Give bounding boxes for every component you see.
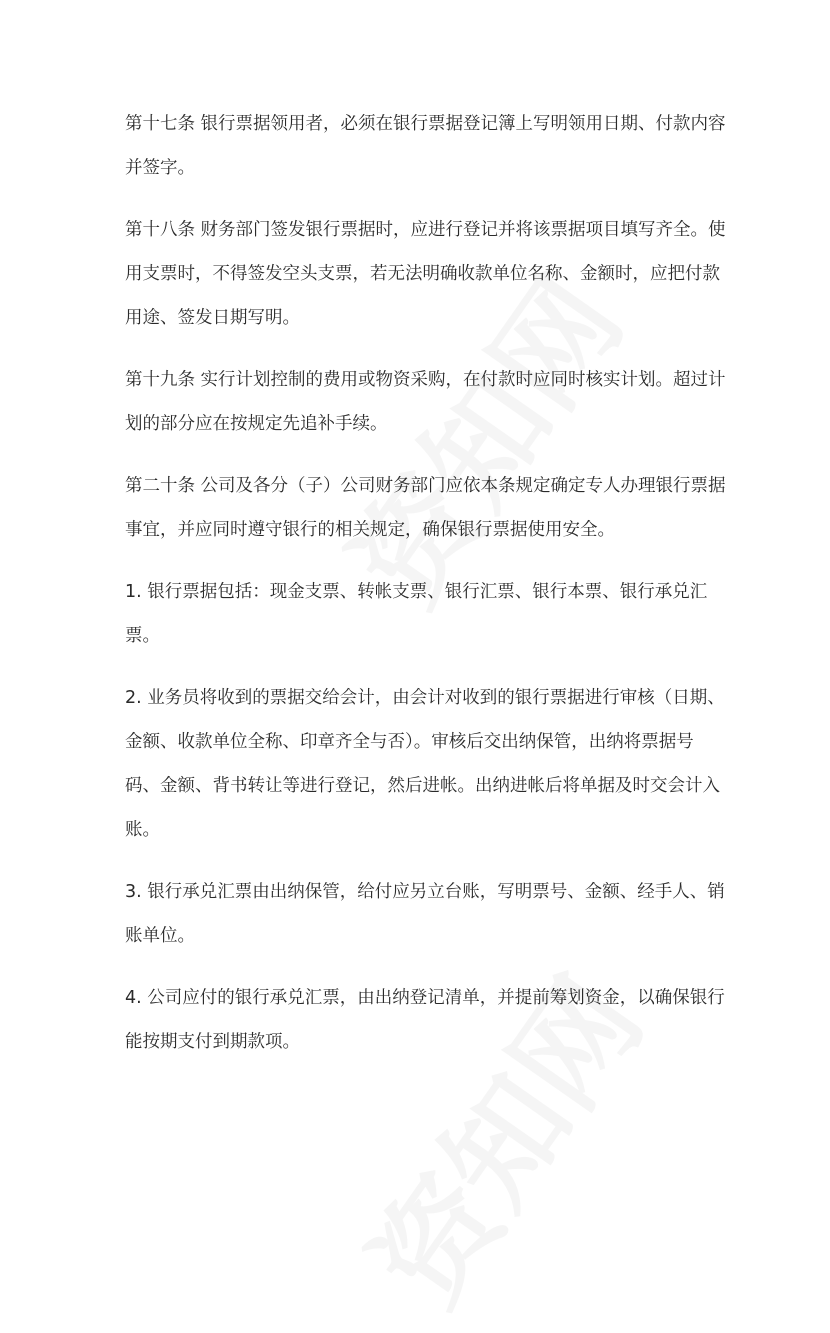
text-line: 账。 <box>125 820 160 840</box>
text-line: 码、金额、背书转让等进行登记，然后进帐。出纳进帐后将单据及时交会计入 <box>125 776 720 796</box>
text-line: 用途、签发日期写明。 <box>125 308 300 328</box>
text-line: 第十九条 实行计划控制的费用或物资采购，在付款时应同时核实计划。超过计 <box>125 370 726 390</box>
text-line: 第十七条 银行票据领用者，必须在银行票据登记簿上写明领用日期、付款内容 <box>125 114 726 134</box>
text-line: 用支票时，不得签发空头支票，若无法明确收款单位名称、金额时，应把付款 <box>125 264 720 284</box>
paragraph <box>125 570 708 658</box>
text-line: 账单位。 <box>125 926 195 946</box>
paragraph <box>125 976 725 1064</box>
paragraph <box>125 870 725 958</box>
text-line: 第十八条 财务部门签发银行票据时，应进行登记并将该票据项目填写齐全。使 <box>125 220 726 240</box>
text-line: 并签字。 <box>125 158 195 178</box>
text-line: 划的部分应在按规定先追补手续。 <box>125 414 388 434</box>
text-line: 票。 <box>125 626 160 646</box>
paragraph <box>125 102 726 190</box>
text-line: 金额、收款单位全称、印章齐全与否）。审核后交出纳保管，出纳将票据号 <box>125 732 694 752</box>
text-line: 能按期支付到期款项。 <box>125 1032 300 1052</box>
text-line: 1. 银行票据包括：现金支票、转帐支票、银行汇票、银行本票、银行承兑汇 <box>125 582 708 602</box>
text-line: 2. 业务员将收到的票据交给会计，由会计对收到的银行票据进行审核（日期、 <box>125 688 725 708</box>
paragraph <box>125 358 726 446</box>
document-body <box>125 102 726 1082</box>
text-line: 第二十条 公司及各分（子）公司财务部门应依本条规定确定专人办理银行票据 <box>125 476 726 496</box>
paragraph <box>125 464 726 552</box>
paragraph <box>125 676 725 852</box>
text-line: 4. 公司应付的银行承兑汇票，由出纳登记清单，并提前筹划资金，以确保银行 <box>125 988 725 1008</box>
paragraph <box>125 208 726 340</box>
text-line: 3. 银行承兑汇票由出纳保管，给付应另立台账，写明票号、金额、经手人、销 <box>125 882 725 902</box>
text-line: 事宜，并应同时遵守银行的相关规定，确保银行票据使用安全。 <box>125 520 615 540</box>
